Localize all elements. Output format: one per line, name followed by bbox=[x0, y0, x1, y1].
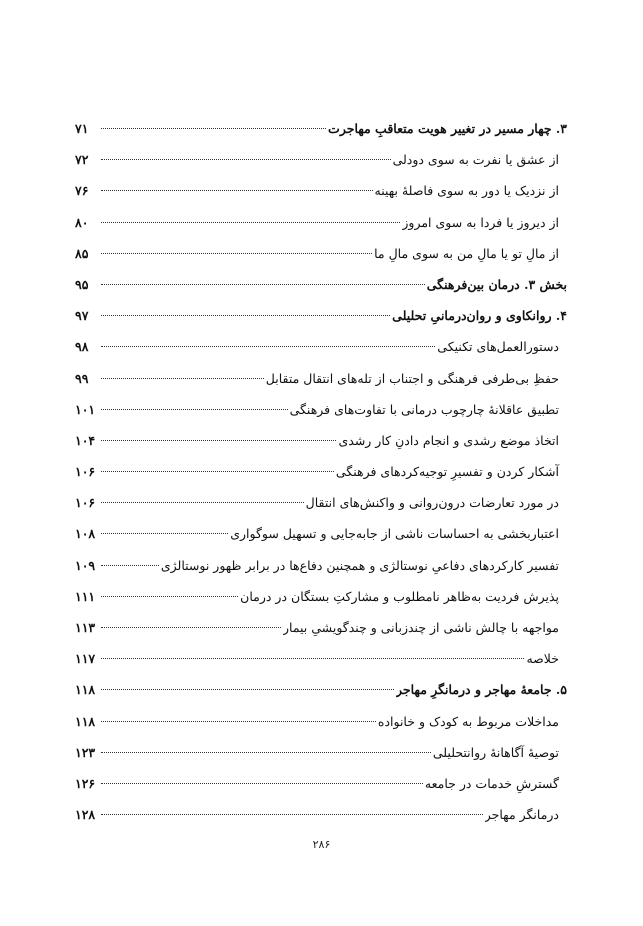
page-number: ۲۸۶ bbox=[312, 838, 331, 851]
dot-leader bbox=[101, 658, 524, 659]
toc-subentry bbox=[75, 456, 567, 487]
toc-subentry bbox=[75, 768, 567, 799]
toc-entry-title: ۵. جامعهٔ مهاجر و درمانگرِ مهاجر bbox=[396, 682, 567, 698]
dot-leader bbox=[101, 502, 304, 503]
toc-entry-title: خلاصه bbox=[526, 651, 559, 667]
dot-leader bbox=[101, 346, 435, 347]
toc-chapter-heading bbox=[75, 674, 567, 705]
toc-entry-page-number: ۱۰۱ bbox=[75, 401, 96, 417]
toc-entry-page-number: ۱۱۳ bbox=[75, 620, 96, 635]
toc-subentry bbox=[75, 518, 567, 549]
toc-entry-page-number: ۹۹ bbox=[75, 370, 89, 386]
toc-entry-page-number: ۱۱۷ bbox=[75, 651, 96, 667]
toc-subentry bbox=[75, 550, 567, 581]
toc-subentry bbox=[75, 238, 567, 269]
dot-leader bbox=[101, 814, 483, 815]
toc-entry-title: تطبیق عاقلانهٔ چارچوب درمانی با تفاوت‌های فرهنگی bbox=[289, 401, 559, 417]
toc-entry-page-number: ۱۰۹ bbox=[75, 557, 96, 573]
toc-subentry bbox=[75, 425, 567, 456]
toc-entry-title: درمانگر مهاجر bbox=[484, 807, 559, 823]
toc-entry-title: ۳. چهار مسیر در تغییر هویت متعاقبِ مهاجرت bbox=[328, 121, 567, 136]
dot-leader bbox=[101, 440, 336, 441]
toc-entry-page-number: ۸۰ bbox=[75, 214, 89, 230]
toc-subentry bbox=[75, 144, 567, 175]
toc-entry-page-number: ۹۷ bbox=[75, 308, 89, 324]
toc-entry-page-number: ۱۱۸ bbox=[75, 713, 96, 729]
toc-subentry bbox=[75, 612, 567, 643]
toc-entry-title: دستورالعمل‌های تکنیکی bbox=[437, 339, 559, 355]
dot-leader bbox=[101, 253, 372, 254]
dot-leader bbox=[101, 752, 431, 753]
toc-entry-page-number: ۷۲ bbox=[75, 152, 89, 168]
toc-subentry bbox=[75, 207, 567, 238]
dot-leader bbox=[101, 378, 264, 379]
dot-leader bbox=[101, 222, 400, 223]
toc-entry-page-number: ۹۵ bbox=[75, 276, 89, 292]
toc-subentry bbox=[75, 706, 567, 737]
dot-leader bbox=[101, 190, 373, 191]
toc-subentry bbox=[75, 175, 567, 206]
toc-entry-title: بخش ۳. درمان بین‌فرهنگی bbox=[426, 276, 567, 292]
toc-entry-title: از دیروز یا فردا به سوی امروز bbox=[402, 214, 559, 230]
toc-subentry bbox=[75, 363, 567, 394]
toc-entry-title: ۴. روانکاوی و روان‌درمانیِ تحلیلی bbox=[392, 308, 567, 324]
toc-entry-page-number: ۱۰۶ bbox=[75, 495, 96, 511]
toc-entry-page-number: ۸۵ bbox=[75, 245, 89, 261]
dot-leader bbox=[101, 721, 376, 722]
toc-entry-title: از عشق یا نفرت به سوی دودلی bbox=[392, 152, 559, 168]
dot-leader bbox=[101, 128, 326, 129]
toc-subentry bbox=[75, 737, 567, 768]
dot-leader bbox=[101, 689, 394, 690]
toc-subentry bbox=[75, 799, 567, 830]
toc-chapter-heading bbox=[75, 300, 567, 331]
table-of-contents bbox=[75, 113, 567, 830]
toc-entry-page-number: ۱۲۸ bbox=[75, 807, 96, 823]
toc-entry-page-number: ۱۰۴ bbox=[75, 432, 96, 448]
dot-leader bbox=[101, 627, 281, 628]
toc-entry-title: مواجهه با چالش ناشی از چندزبانی و چندگویشیِ بیمار bbox=[282, 620, 559, 635]
toc-part-heading bbox=[75, 269, 567, 300]
dot-leader bbox=[101, 315, 390, 316]
toc-entry-title: از نزدیک یا دور به سوی فاصلهٔ بهینه bbox=[374, 183, 559, 199]
toc-subentry bbox=[75, 643, 567, 674]
dot-leader bbox=[101, 596, 238, 597]
toc-subentry bbox=[75, 394, 567, 425]
toc-entry-page-number: ۱۰۶ bbox=[75, 464, 96, 480]
toc-entry-title: مداخلات مربوط به کودک و خانواده bbox=[377, 713, 559, 729]
toc-entry-title: حفظِ بی‌طرفی فرهنگی و اجتناب از تله‌های انتقال متقابل bbox=[265, 370, 559, 386]
toc-entry-title: اتخاذ موضع رشدی و انجام دادنِ کار رشدی bbox=[338, 432, 559, 448]
toc-entry-page-number: ۷۶ bbox=[75, 183, 89, 199]
toc-chapter-heading bbox=[75, 113, 567, 144]
toc-entry-title: توصیهٔ آگاهانهٔ روانتحلیلی bbox=[432, 744, 559, 760]
dot-leader bbox=[101, 783, 423, 784]
toc-entry-title: در مورد تعارضات درون‌روانی و واکنش‌های انتقال bbox=[305, 495, 559, 511]
toc-subentry bbox=[75, 581, 567, 612]
toc-entry-title: از مالِ تو یا مالِ من به سوی مالِ ما bbox=[374, 245, 559, 261]
dot-leader bbox=[101, 471, 334, 472]
toc-entry-page-number: ۷۱ bbox=[75, 121, 89, 136]
dot-leader bbox=[101, 533, 228, 534]
toc-subentry bbox=[75, 487, 567, 518]
toc-entry-title: پذیرش فردیت به‌ظاهر نامطلوب و مشارکتِ بستگان در درمان bbox=[240, 588, 559, 604]
toc-entry-title: آشکار کردن و تفسیرِ توجیه‌کردهای فرهنگی bbox=[335, 464, 559, 480]
dot-leader bbox=[101, 159, 391, 160]
dot-leader bbox=[101, 409, 288, 410]
toc-entry-title: تفسیر کارکردهای دفاعیِ نوستالژی و همچنین دفاع‌ها در برابر ظهور نوستالژی bbox=[160, 557, 559, 573]
toc-entry-title: گسترشِ خدمات در جامعه bbox=[424, 775, 559, 791]
dot-leader bbox=[101, 565, 159, 566]
toc-entry-page-number: ۱۱۱ bbox=[75, 588, 96, 604]
dot-leader bbox=[101, 284, 425, 285]
toc-subentry bbox=[75, 331, 567, 362]
toc-entry-page-number: ۱۰۸ bbox=[75, 526, 96, 542]
toc-entry-page-number: ۱۱۸ bbox=[75, 682, 96, 698]
toc-entry-page-number: ۱۲۳ bbox=[75, 744, 96, 760]
toc-entry-page-number: ۱۲۶ bbox=[75, 775, 96, 791]
toc-entry-page-number: ۹۸ bbox=[75, 339, 89, 355]
toc-entry-title: اعتباربخشی به احساسات ناشی از جابه‌جایی و تسهیل سوگواری bbox=[230, 526, 559, 542]
